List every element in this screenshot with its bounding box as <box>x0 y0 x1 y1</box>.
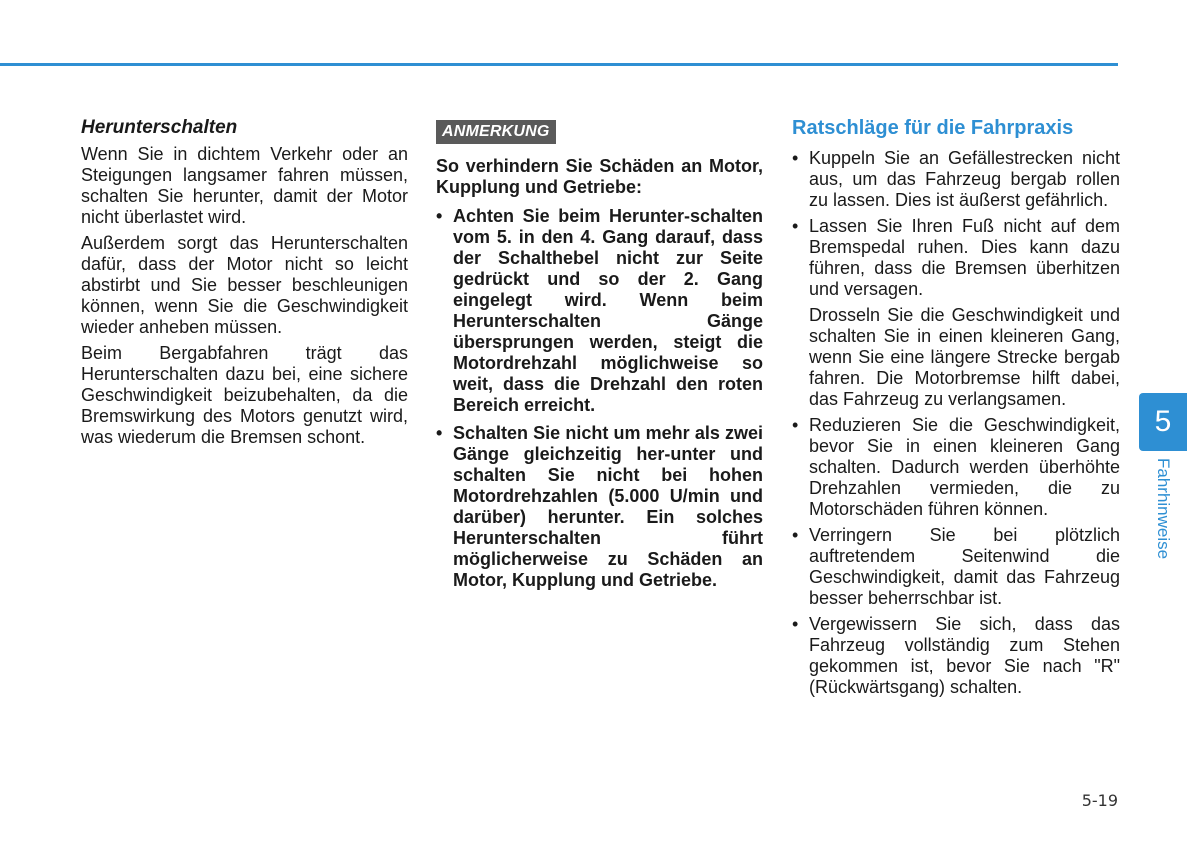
left-column <box>81 116 408 453</box>
section-title-fahrpraxis: Ratschläge für die Fahrpraxis <box>792 117 1074 139</box>
note-badge: ANMERKUNG <box>436 120 556 144</box>
bullet-icon: • <box>792 525 799 545</box>
bullet-icon: • <box>792 216 799 236</box>
chapter-label: Fahrhinweise <box>1154 458 1173 560</box>
paragraph: Wenn Sie in dichtem Verkehr oder an Steigungen langsamer fahren müssen, schalten Sie herunter, damit der Motor nicht überlastet wird. <box>81 144 408 227</box>
bullet-icon: • <box>436 423 443 443</box>
right-column <box>792 116 1120 703</box>
bullet-icon: • <box>792 415 799 435</box>
list-item-extra-text: Drosseln Sie die Geschwindigkeit und schalten Sie in einen kleineren Gang, wenn Sie eine längere Strecke bergab fahren. Die Motorbremse hilft dabei, das Fahrzeug zu verlangsamen. <box>809 305 1120 409</box>
chapter-number-tab: 5 <box>1139 393 1187 451</box>
page-number: 5-19 <box>1081 791 1118 810</box>
list-item-text: Reduzieren Sie die Geschwindigkeit, bevor Sie in einen kleineren Gang schalten. Dadurch werden überhöhte Drehzahlen vermieden, die zu Motorschäden führen können. <box>809 415 1120 519</box>
note-content <box>436 156 763 591</box>
bullet-icon: • <box>792 614 799 634</box>
list-item-text: Verringern Sie bei plötzlich auftretendem Seitenwind die Geschwindigkeit, damit das Fahrzeug besser beherrschbar ist. <box>809 525 1120 608</box>
list-item <box>436 423 763 591</box>
paragraph: Beim Bergabfahren trägt das Herunterschalten dazu bei, eine sichere Geschwindigkeit beizubehalten, da die Bremswirkung des Motors genutzt wird, was wiederum die Bremsen schont. <box>81 343 408 447</box>
section-heading-herunterschalten: Herunterschalten <box>81 117 238 138</box>
list-item <box>436 206 763 416</box>
list-item <box>792 415 1120 520</box>
bullet-icon: • <box>792 148 799 168</box>
note-intro: So verhindern Sie Schäden an Motor, Kupplung und Getriebe: <box>436 156 763 197</box>
list-item-text: Kuppeln Sie an Gefällestrecken nicht aus, um das Fahrzeug bergab rollen zu lassen. Dies ist äußerst gefährlich. <box>809 148 1120 210</box>
list-item <box>792 216 1120 410</box>
header-rule <box>0 63 1118 66</box>
list-item-text: Schalten Sie nicht um mehr als zwei Gänge gleichzeitig her-unter und schalten Sie nicht bei hohen Motordrehzahlen (5.000 U/min und darüber) herunter. Ein solches Herunterschalten führt möglicherweise zu Schäden an Motor, Kupplung und Getriebe. <box>453 423 763 590</box>
list-item-text: Vergewissern Sie sich, dass das Fahrzeug vollständig zum Stehen gekommen ist, bevor Sie nach "R" (Rückwärtsgang) schalten. <box>809 614 1120 697</box>
bullet-icon: • <box>436 206 443 226</box>
list-item <box>792 148 1120 211</box>
tips-bullet-list <box>792 148 1120 698</box>
paragraph: Außerdem sorgt das Herunterschalten dafür, dass der Motor nicht so leicht abstirbt und Sie besser beschleunigen können, wenn Sie die Geschwindigkeit wieder anheben müssen. <box>81 233 408 337</box>
list-item-text: Lassen Sie Ihren Fuß nicht auf dem Bremspedal ruhen. Dies kann dazu führen, dass die Bremsen überhitzen und versagen. <box>809 216 1120 299</box>
list-item <box>792 614 1120 698</box>
note-bullet-list <box>436 206 763 591</box>
middle-column <box>436 116 763 598</box>
list-item <box>792 525 1120 609</box>
list-item-text: Achten Sie beim Herunter-schalten vom 5. in den 4. Gang darauf, dass der Schalthebel nicht zur Seite gedrückt und so der 2. Gang eingelegt wird. Wenn beim Herunterschalten Gänge übersprungen werden, steigt die Motordrehzahl möglichweise so weit, dass die Drehzahl den roten Bereich erreicht. <box>453 206 763 415</box>
